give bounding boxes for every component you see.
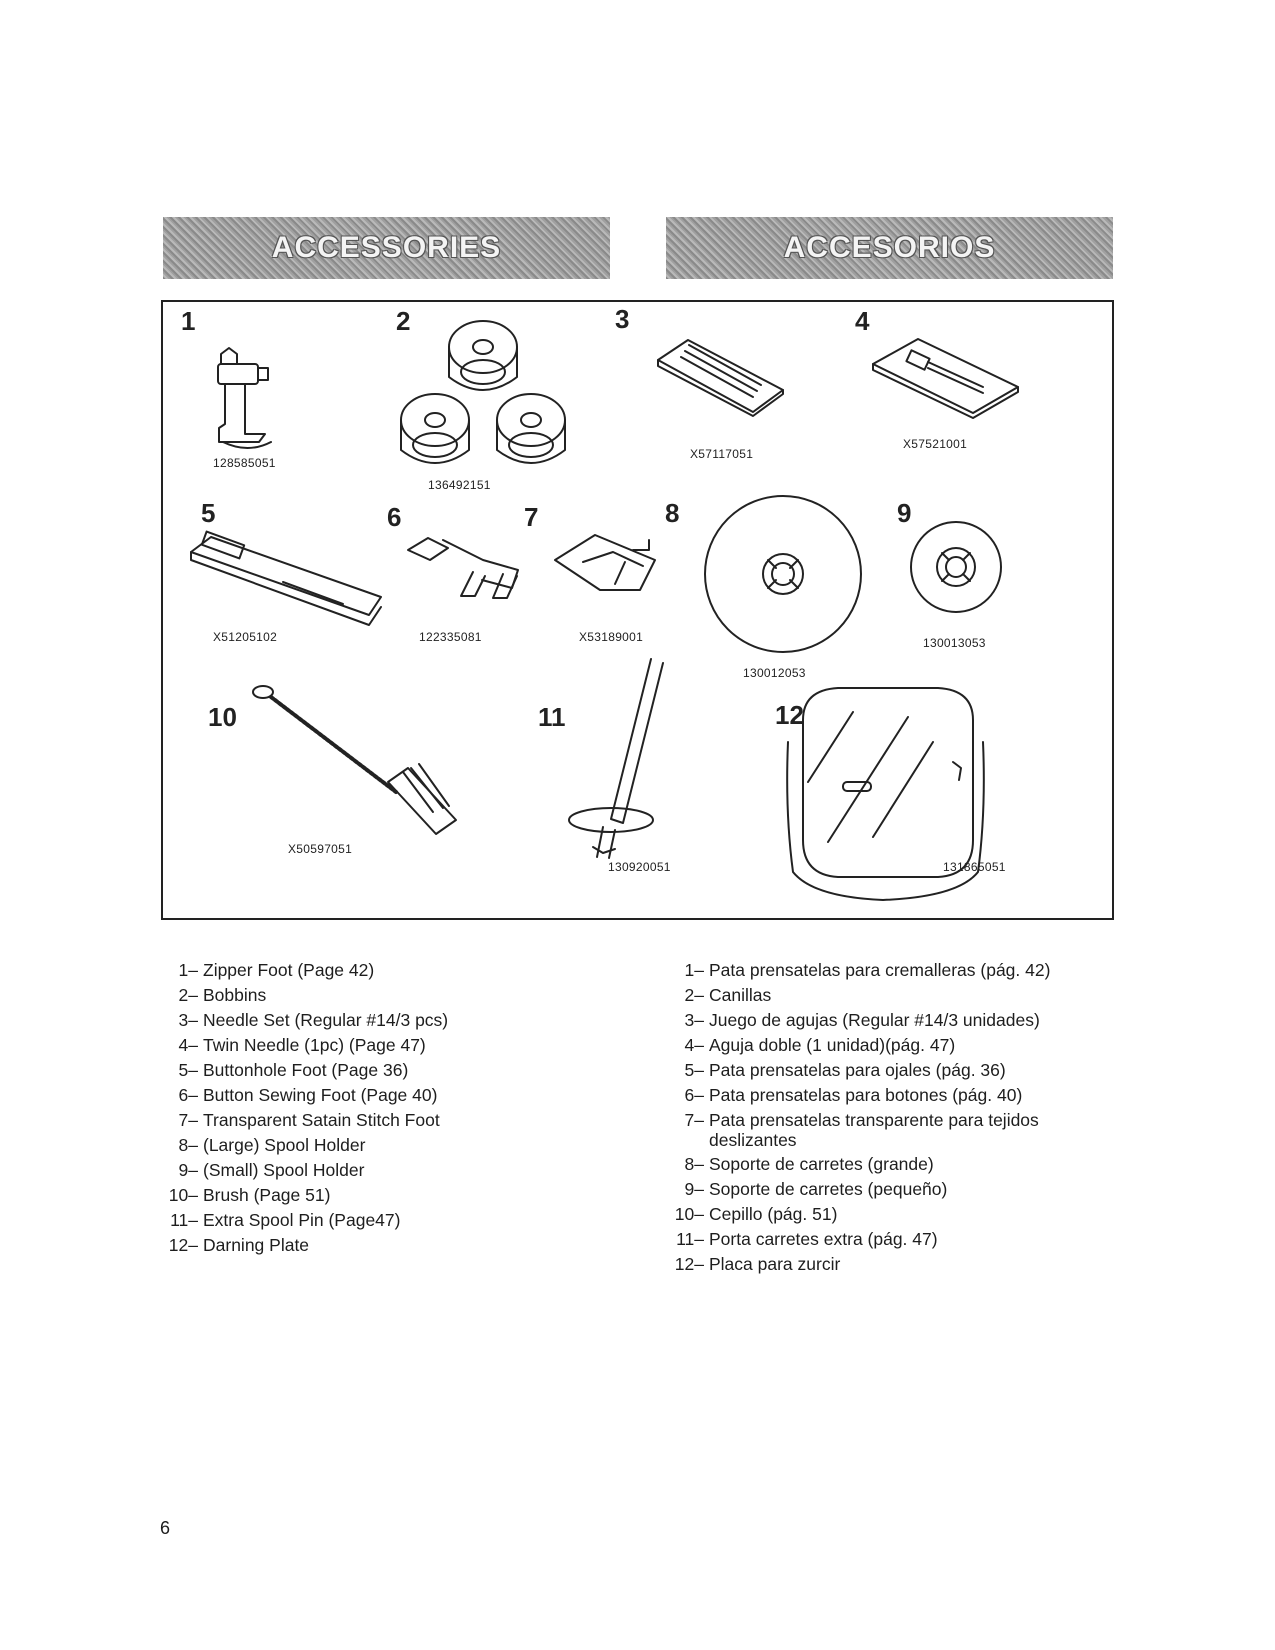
list-item-text: Pata prensatelas para ojales (pág. 36) <box>709 1060 1006 1080</box>
part-code: 136492151 <box>428 478 491 492</box>
list-item-number: 1– <box>684 960 704 980</box>
list-item-text: Pata prensatelas transparente para tejidos deslizantes <box>709 1110 1039 1150</box>
buttonhole-foot-icon <box>191 532 381 625</box>
button-sewing-foot-icon <box>408 538 518 598</box>
part-code: X57117051 <box>690 447 754 461</box>
list-item-number: 10– <box>168 1185 198 1205</box>
list-item-number: 9– <box>178 1160 198 1180</box>
list-item-number: 12– <box>674 1254 704 1274</box>
list-item-text: Aguja doble (1 unidad)(pág. 47) <box>709 1035 956 1055</box>
list-item <box>158 1208 628 1233</box>
list-item-number: 6– <box>684 1085 704 1105</box>
list-item-text: Soporte de carretes (pequeño) <box>709 1179 948 1199</box>
item-number: 7 <box>524 502 539 532</box>
accessories-list-en <box>158 958 628 1258</box>
list-item-number: 7– <box>178 1110 198 1130</box>
list-item-number: 7– <box>684 1110 704 1130</box>
part-code: 131865051 <box>943 860 1006 874</box>
accessories-illustration <box>163 302 1112 918</box>
list-item-text: Placa para zurcir <box>709 1254 841 1274</box>
list-item-number: 11– <box>676 1229 704 1249</box>
list-item <box>662 983 1122 1008</box>
list-item <box>158 1008 628 1033</box>
list-item-text: Needle Set (Regular #14/3 pcs) <box>203 1010 449 1030</box>
list-item <box>158 983 628 1008</box>
accessories-figure <box>161 300 1114 920</box>
small-spool-holder-icon <box>911 522 1001 612</box>
list-item-number: 1– <box>178 960 198 980</box>
list-item-text: Pata prensatelas para botones (pág. 40) <box>709 1085 1023 1105</box>
list-item <box>158 1083 628 1108</box>
item-number: 1 <box>181 306 196 336</box>
list-item-text: Soporte de carretes (grande) <box>709 1154 934 1174</box>
accessories-list-es <box>662 958 1122 1277</box>
list-item-number: 2– <box>684 985 704 1005</box>
accessories-header <box>163 217 610 279</box>
item-number: 2 <box>396 306 411 336</box>
list-item <box>662 1033 1122 1058</box>
list-item-number: 8– <box>684 1154 704 1174</box>
part-code: 130013053 <box>923 636 986 650</box>
list-item-text: Porta carretes extra (pág. 47) <box>709 1229 938 1249</box>
list-item <box>158 1033 628 1058</box>
item-number: 9 <box>897 498 912 528</box>
list-item-number: 4– <box>178 1035 198 1055</box>
list-item-number: 9– <box>684 1179 704 1199</box>
item-number: 6 <box>387 502 402 532</box>
list-item <box>158 1108 628 1133</box>
list-item-number: 5– <box>178 1060 198 1080</box>
list-item <box>158 1158 628 1183</box>
list-item-text: Brush (Page 51) <box>203 1185 331 1205</box>
list-item <box>158 1058 628 1083</box>
list-item <box>662 1152 1122 1177</box>
accesorios-header-text: ACCESORIOS <box>783 231 996 264</box>
accesorios-header <box>666 217 1113 279</box>
list-item <box>662 1108 1122 1152</box>
list-item <box>158 1233 628 1258</box>
list-item-text: Transparent Satain Stitch Foot <box>203 1110 440 1130</box>
part-code: 122335081 <box>419 630 482 644</box>
list-item-number: 10– <box>674 1204 704 1224</box>
list-item <box>662 1177 1122 1202</box>
list-item <box>158 1133 628 1158</box>
item-number: 5 <box>201 498 216 528</box>
satin-stitch-foot-icon <box>555 535 655 590</box>
list-item-text: Twin Needle (1pc) (Page 47) <box>203 1035 426 1055</box>
item-number: 4 <box>855 306 870 336</box>
list-item-text: Zipper Foot (Page 42) <box>203 960 375 980</box>
needle-set-icon <box>658 340 783 416</box>
list-item-number: 8– <box>178 1135 198 1155</box>
list-item-text: Pata prensatelas para cremalleras (pág. 42) <box>709 960 1051 980</box>
list-item <box>662 1252 1122 1277</box>
brush-icon <box>253 686 456 834</box>
list-item <box>662 1008 1122 1033</box>
bobbins-icon <box>401 321 565 463</box>
list-item <box>662 1058 1122 1083</box>
list-item-number: 2– <box>178 985 198 1005</box>
page-number: 6 <box>160 1518 171 1538</box>
item-number: 12 <box>775 700 804 730</box>
list-item-number: 4– <box>684 1035 704 1055</box>
part-code: X50597051 <box>288 842 353 856</box>
list-item <box>662 958 1122 983</box>
list-item <box>662 1083 1122 1108</box>
item-number: 8 <box>665 498 680 528</box>
list-item-text: (Small) Spool Holder <box>203 1160 365 1180</box>
list-item <box>662 1202 1122 1227</box>
accessories-header-text: ACCESSORIES <box>271 231 502 264</box>
list-item-number: 12– <box>168 1235 198 1255</box>
large-spool-holder-icon <box>705 496 861 652</box>
list-item-number: 11– <box>170 1210 198 1230</box>
list-item-number: 3– <box>178 1010 198 1030</box>
list-item-text: Button Sewing Foot (Page 40) <box>203 1085 438 1105</box>
list-item-number: 6– <box>178 1085 198 1105</box>
item-number: 10 <box>208 702 237 732</box>
list-item-text: Canillas <box>709 985 772 1005</box>
list-item-text: Darning Plate <box>203 1235 310 1255</box>
part-code: 130920051 <box>608 860 671 874</box>
part-code: 128585051 <box>213 456 276 470</box>
list-item-number: 5– <box>684 1060 704 1080</box>
list-item <box>662 1227 1122 1252</box>
list-item <box>158 958 628 983</box>
list-item <box>158 1183 628 1208</box>
zipper-foot-icon <box>218 348 271 448</box>
list-item-text: Cepillo (pág. 51) <box>709 1204 838 1224</box>
list-item-text: (Large) Spool Holder <box>203 1135 366 1155</box>
part-code: X53189001 <box>579 630 644 644</box>
list-item-number: 3– <box>684 1010 704 1030</box>
twin-needle-icon <box>873 339 1018 418</box>
part-code: X51205102 <box>213 630 278 644</box>
item-number: 3 <box>615 304 630 334</box>
spool-pin-icon <box>569 659 663 858</box>
list-item-text: Extra Spool Pin (Page47) <box>203 1210 401 1230</box>
list-item-text: Juego de agujas (Regular #14/3 unidades) <box>709 1010 1040 1030</box>
list-item-text: Buttonhole Foot (Page 36) <box>203 1060 409 1080</box>
part-code: 130012053 <box>743 666 806 680</box>
part-code: X57521001 <box>903 437 968 451</box>
list-item-text: Bobbins <box>203 985 267 1005</box>
item-number: 11 <box>538 702 566 732</box>
